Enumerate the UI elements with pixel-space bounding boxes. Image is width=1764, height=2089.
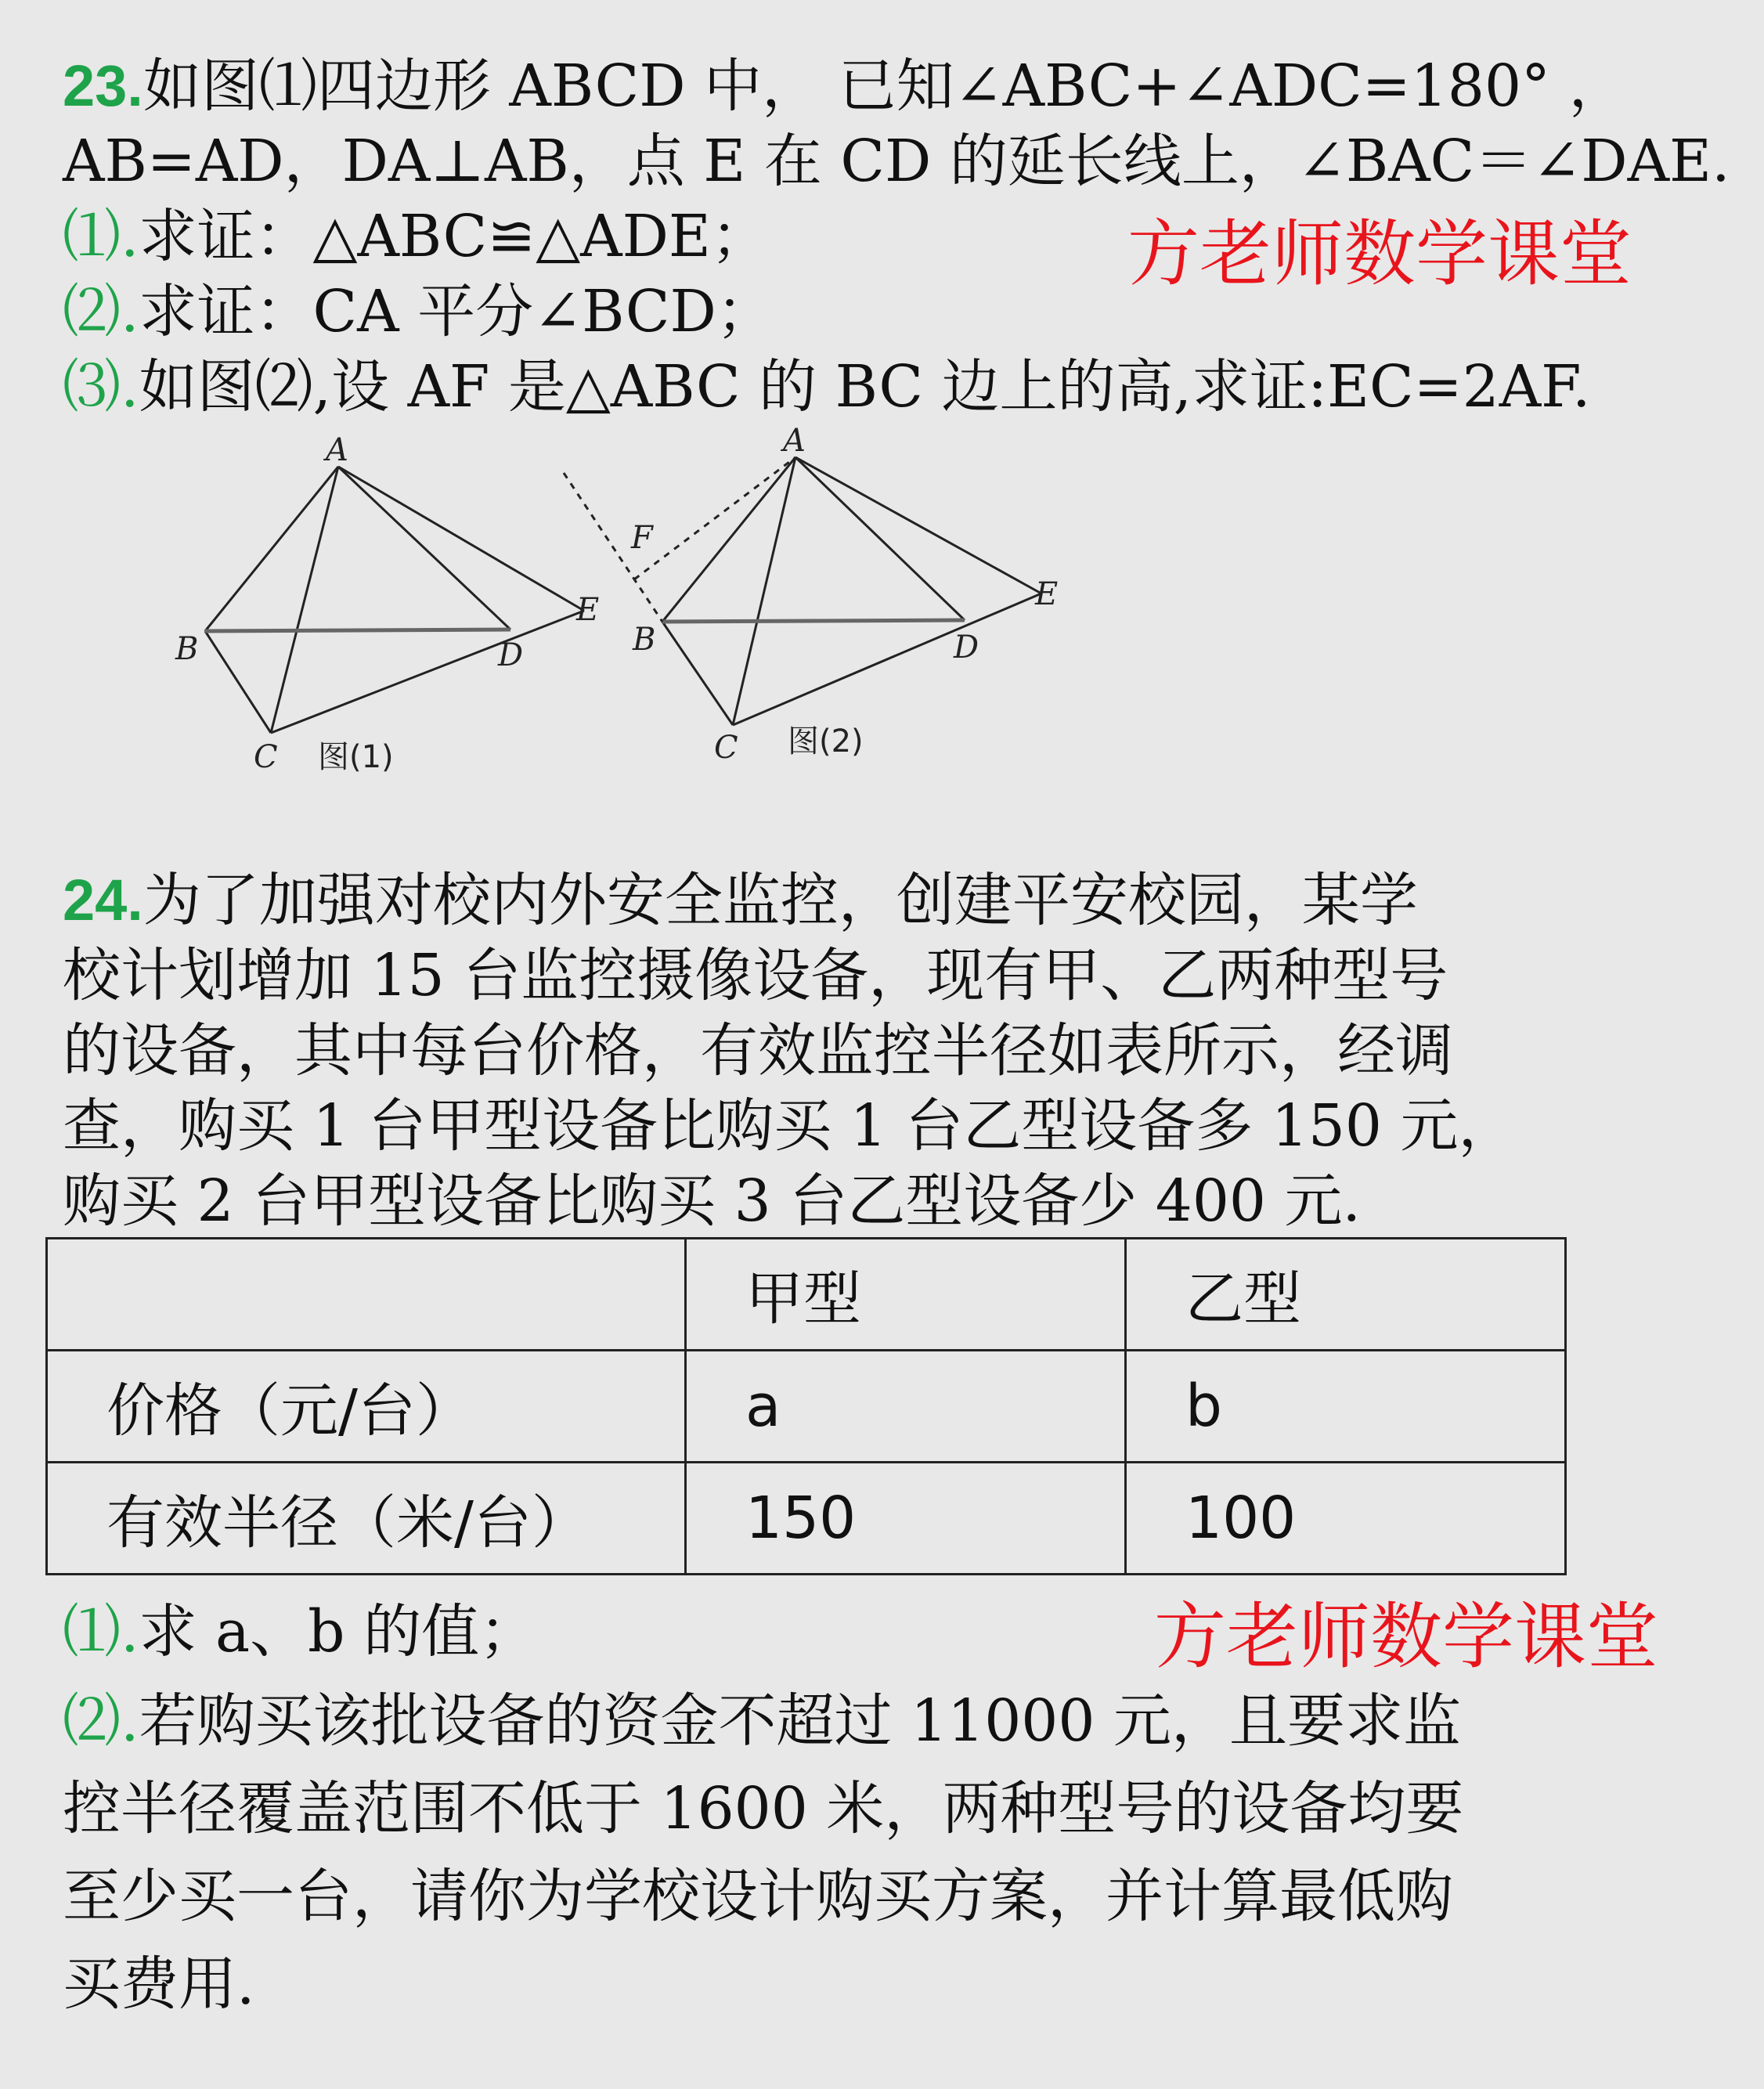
q23-sub3-number: ⑶.	[63, 353, 139, 420]
watermark-2: 方老师数学课堂	[1154, 1595, 1659, 1679]
table-header-cell: 乙型	[1126, 1239, 1566, 1351]
watermark-1: 方老师数学课堂	[1127, 212, 1632, 296]
fig1-caption: 图(1)	[318, 739, 394, 775]
q24-text-4: 查，购买 1 台甲型设备比购买 1 台乙型设备多 150 元，	[63, 1092, 1517, 1160]
q24-line-3	[63, 1013, 1453, 1088]
fig1-edge-bc	[205, 631, 271, 733]
fig2-edge-bc	[662, 622, 733, 725]
q24-sub2-text-2: 控半径覆盖范围不低于 1600 米，两种型号的设备均要	[63, 1775, 1464, 1842]
fig2-edge-ad	[795, 457, 965, 620]
table-header-cell	[47, 1239, 686, 1351]
q24-text-5: 购买 2 台甲型设备比购买 3 台乙型设备少 400 元.	[63, 1167, 1362, 1235]
table-cell: 150	[686, 1463, 1126, 1575]
figure-1	[205, 467, 584, 733]
q24-sub2-text-4: 买费用.	[63, 1950, 255, 2018]
q24-line-4	[63, 1088, 1517, 1164]
q23-sub-2	[63, 274, 774, 349]
q24-sub-2-line-2	[63, 1771, 1463, 1846]
q23-sub-3	[63, 349, 1591, 424]
fig1-edge-ae	[338, 467, 584, 611]
q24-sub2-text-1: 若购买该批设备的资金不超过 11000 元，且要求监	[139, 1687, 1461, 1755]
fig2-caption: 图(2)	[788, 723, 864, 759]
q24-line-1	[63, 863, 1418, 938]
fig1-label-c: C	[254, 739, 278, 775]
q24-line-2	[63, 938, 1448, 1013]
q23-text-2: AB=AD，DA⊥AB，点 E 在 CD 的延长线上，∠BAC＝∠DAE.	[63, 128, 1730, 195]
table-header-cell: 甲型	[686, 1239, 1126, 1351]
table-cell: a	[686, 1351, 1126, 1463]
q24-line-5	[63, 1164, 1361, 1239]
q23-sub2-number: ⑵.	[63, 278, 139, 345]
fig2-label-b: B	[633, 622, 656, 658]
q24-sub-2-line-1	[63, 1683, 1461, 1759]
figure-2	[564, 457, 1041, 725]
fig1-label-d: D	[498, 637, 524, 673]
table-row	[47, 1351, 1566, 1463]
fig1-label-e: E	[576, 592, 600, 628]
q24-text-1: 为了加强对校内外安全监控，创建平安校园，某学	[142, 867, 1418, 934]
fig1-edge-bd	[205, 630, 510, 631]
q24-sub-2-line-4	[63, 1946, 255, 2022]
q23-text-1: 如图⑴四边形 ABCD 中， 已知∠ABC+∠ADC=180° ，	[142, 52, 1627, 120]
q24-text-2: 校计划增加 15 台监控摄像设备，现有甲、乙两种型号	[63, 942, 1448, 1009]
q23-line-2	[63, 124, 1730, 199]
q23-sub1-text: 求证：△ABC≌△ADE；	[139, 203, 769, 270]
table-row	[47, 1463, 1566, 1575]
q23-number: 23.	[63, 53, 143, 118]
q24-sub2-text-3: 至少买一台，请你为学校设计购买方案，并计算最低购	[63, 1863, 1453, 1930]
q23-line-1	[63, 49, 1627, 124]
table-cell: b	[1126, 1351, 1566, 1463]
q23-sub-1	[63, 199, 769, 274]
fig2-label-f: F	[631, 520, 653, 556]
q24-number: 24.	[63, 868, 143, 933]
q24-sub-2-line-3	[63, 1859, 1453, 1934]
fig2-edge-ce	[733, 594, 1041, 725]
table-header-row	[47, 1239, 1566, 1351]
fig2-edge-ae	[795, 457, 1041, 594]
fig2-label-c: C	[714, 730, 738, 766]
geometry-figures	[157, 423, 1096, 783]
fig2-label-a: A	[783, 423, 806, 459]
q24-sub1-text: 求 a、b 的值；	[139, 1598, 538, 1665]
q24-text-3: 的设备，其中每台价格，有效监控半径如表所示，经调	[63, 1017, 1453, 1084]
fig2-label-d: D	[954, 630, 979, 666]
q23-sub3-text: 如图⑵,设 AF 是△ABC 的 BC 边上的高,求证:EC=2AF.	[139, 353, 1591, 420]
q24-sub1-number: ⑴.	[63, 1598, 139, 1665]
fig1-label-a: A	[326, 432, 348, 468]
fig1-label-b: B	[175, 631, 199, 667]
q23-sub2-text: 求证：CA 平分∠BCD；	[139, 278, 774, 345]
fig2-label-e: E	[1035, 576, 1059, 612]
table-cell: 100	[1126, 1463, 1566, 1575]
table-cell: 有效半径（米/台）	[47, 1463, 686, 1575]
q23-sub1-number: ⑴.	[63, 203, 139, 270]
fig2-edge-bd	[662, 620, 965, 622]
table-cell: 价格（元/台）	[47, 1351, 686, 1463]
q24-sub-1	[63, 1594, 537, 1669]
device-table	[45, 1237, 1567, 1575]
fig1-edge-ad	[338, 467, 510, 630]
q24-sub2-number: ⑵.	[63, 1687, 139, 1755]
